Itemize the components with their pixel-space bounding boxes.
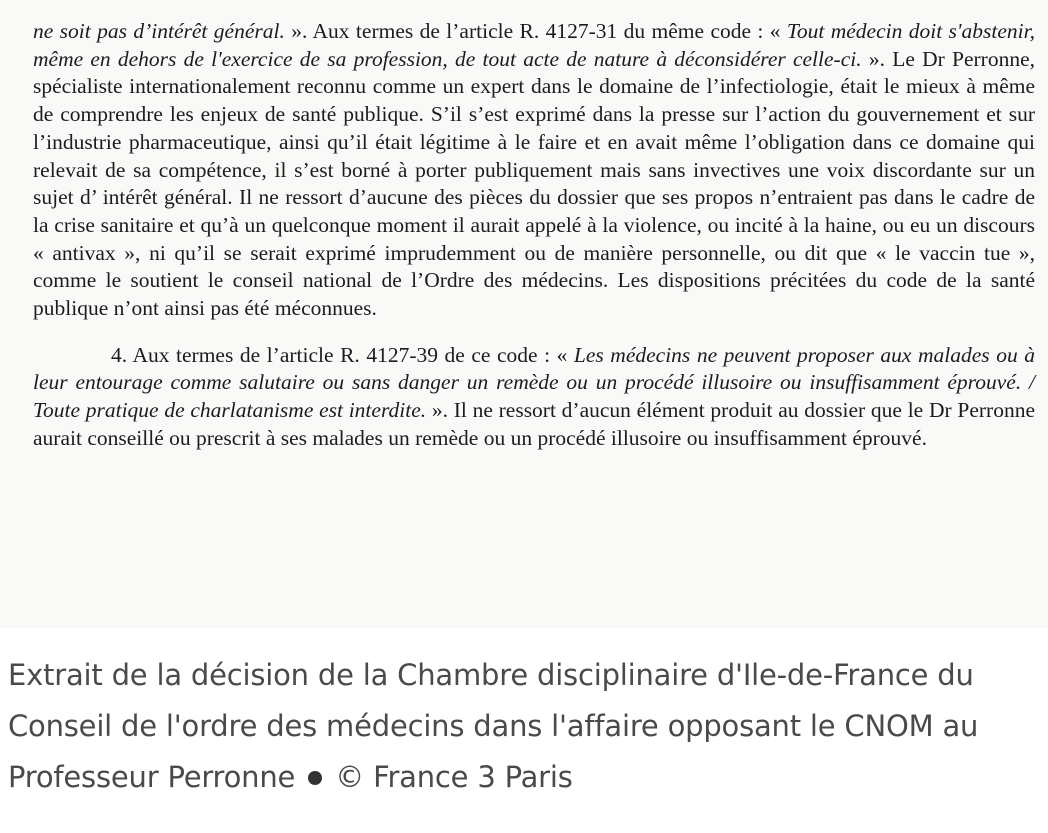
quote-italic: Les médecins ne peuvent proposer aux malades ou à leur entourage comme salutaire ou sans danger un remède ou un procédé illusoire ou insuffisamment éprouvé. / Toute pratique de charlatanisme est interdite.	[33, 342, 1035, 423]
image-caption	[8, 650, 1038, 803]
bullet-separator-icon	[308, 771, 322, 785]
paragraph-4	[33, 342, 1035, 453]
text-run: ». Aux termes de l’article R. 4127-31 du même code : «	[284, 19, 787, 43]
caption-credit: © France 3 Paris	[335, 760, 573, 794]
quote-italic: ne soit pas d’intérêt général.	[33, 19, 285, 43]
text-run: 4. Aux termes de l’article R. 4127-39 de ce code : «	[111, 342, 574, 367]
document-body	[33, 18, 1035, 453]
caption-text: Extrait de la décision de la Chambre disciplinaire d'Ile-de-France du Conseil de l'ordre des médecins dans l'affaire opposant le CNOM au Professeur Perronne	[8, 658, 979, 794]
paragraph-3-end	[33, 18, 1035, 323]
text-run: ». Il ne ressort d’aucun élément produit au dossier que le Dr Perronne aurait conseillé ou prescrit à ses malades un remède ou un procédé illusoire ou insuffisamment éprouvé.	[33, 398, 1035, 450]
quote-italic: Tout médecin doit s'abstenir, même en dehors de l'exercice de sa profession, de tout acte de nature à déconsidérer celle-ci.	[33, 19, 1035, 71]
text-run: ». Le Dr Perronne, spécialiste internationalement reconnu comme un expert dans le domaine de l’infectiologie, était le mieux à même de comprendre les enjeux de santé publique. S’il s’est exprimé dans la presse sur l’action du gouvernement et sur l’industrie pharmaceutique, ainsi qu’il était légitime à le faire et en avait même l’obligation dans ce domaine qui relevait de sa compétence, il s’est borné à porter publiquement mais sans invectives une voix discordante sur un sujet d’ intérêt général. Il ne ressort d’aucune des pièces du dossier que ses propos n’entraient pas dans le cadre de la crise sanitaire et qu’à un quelconque moment il aurait appelé à la violence, ou incité à la haine, ou eu un discours « antivax », ni qu’il se serait exprimé imprudemment ou de manière personnelle, ou dit que « le vaccin tue », comme le soutient le conseil national de l’Ordre des médecins. Les dispositions précitées du code de la santé publique n’ont ainsi pas été méconnues.	[33, 46, 1035, 321]
